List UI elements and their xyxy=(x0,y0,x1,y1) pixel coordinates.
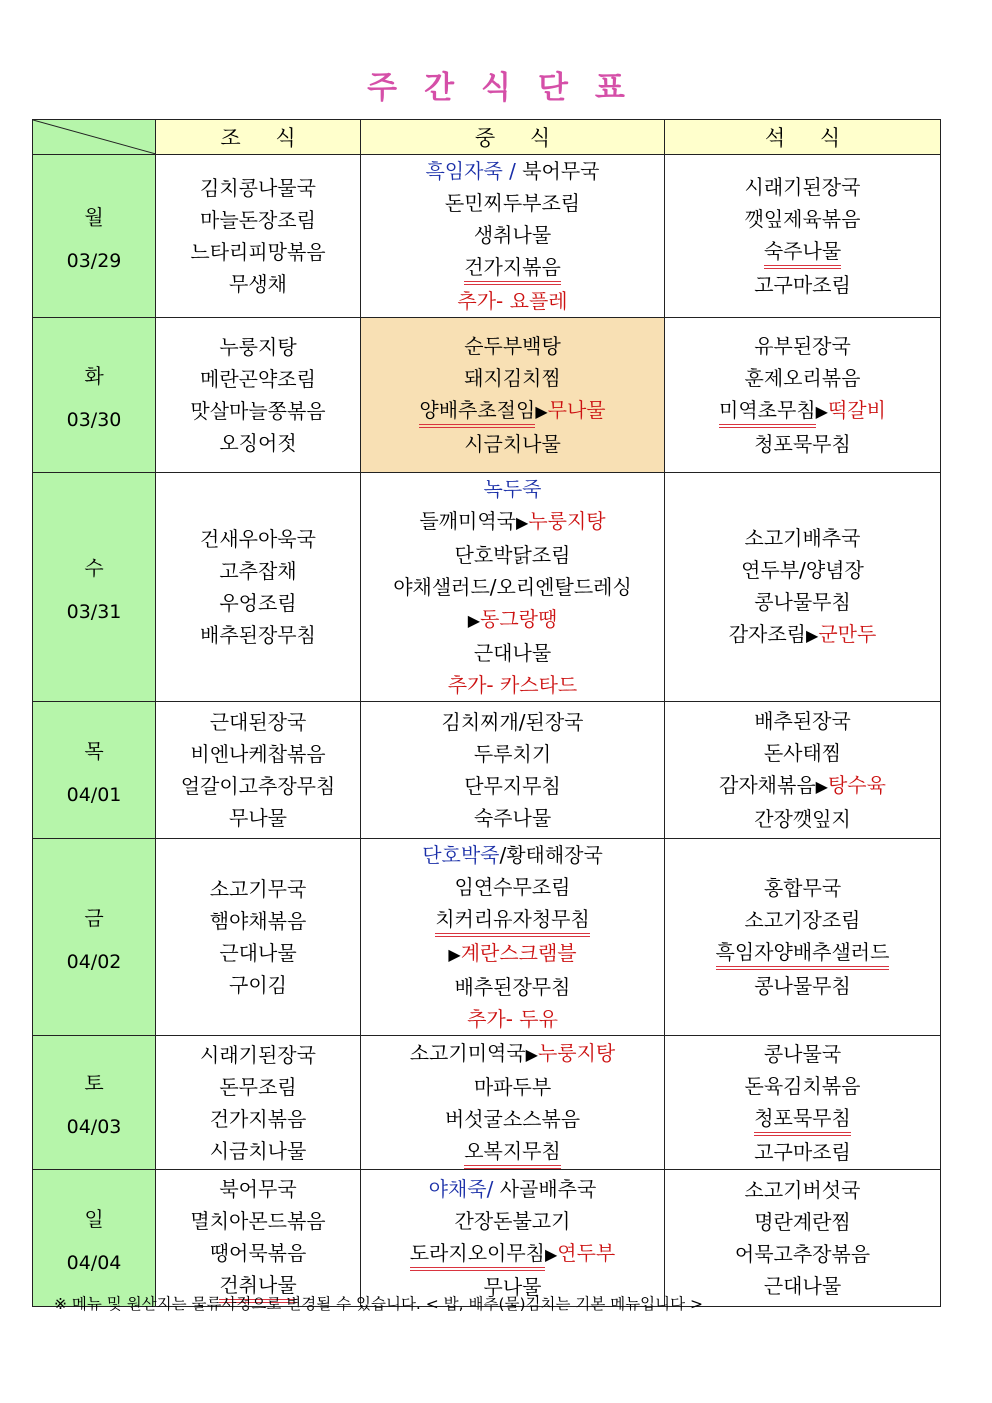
substitute-item: 동그랑땡 xyxy=(480,607,558,631)
underlined-item: 오복지무침 xyxy=(464,1137,561,1169)
dinner-cell xyxy=(665,1170,941,1307)
substitute-item: 계란스크램블 xyxy=(460,941,577,965)
menu-item: 땡어묵볶음 xyxy=(209,1241,307,1265)
menu-item: 마늘돈장조림 xyxy=(200,208,316,232)
lunch-cell xyxy=(361,1170,665,1307)
menu-item: 명란계란찜 xyxy=(754,1210,851,1234)
day-row-tue xyxy=(33,318,941,473)
menu-item: 고구마조림 xyxy=(754,273,851,297)
day-date: 03/29 xyxy=(66,249,122,272)
day-row-sun xyxy=(33,1170,941,1307)
menu-item: 어묵고추장볶음 xyxy=(734,1242,871,1266)
arrow-icon: ▶ xyxy=(544,1245,558,1264)
menu-item: 콩나물무침 xyxy=(754,974,851,998)
footer-note: ※ 메뉴 및 원산지는 물류사정으로 변경될 수 있습니다. < 밥, 배추(물)김치는 기본 메뉴입니다 > xyxy=(54,1295,704,1313)
menu-item: 김치찌개/된장국 xyxy=(441,710,584,734)
menu-item: 고추잡채 xyxy=(219,559,297,583)
menu-item: 구이김 xyxy=(229,973,287,997)
day-name: 토 xyxy=(84,1071,104,1095)
menu-item: 누룽지탕 xyxy=(219,335,297,359)
breakfast-cell xyxy=(156,155,361,318)
menu-line xyxy=(361,251,664,285)
dinner-cell xyxy=(665,702,941,839)
menu-item: 돈무조림 xyxy=(219,1074,297,1099)
menu-item: 간장돈불고기 xyxy=(454,1209,571,1233)
menu-item: 북어무국 xyxy=(522,159,600,183)
menu-item: 건가지볶음 xyxy=(209,1106,307,1131)
menu-item: 훈제오리볶음 xyxy=(744,366,861,390)
menu-item: 시금치나물 xyxy=(464,432,561,456)
day-row-fri xyxy=(33,839,941,1036)
menu-line xyxy=(665,618,940,652)
day-date: 04/04 xyxy=(66,1251,122,1274)
lunch-cell xyxy=(361,473,665,702)
menu-line xyxy=(665,936,940,970)
menu-item: 소고기장조림 xyxy=(744,908,861,932)
menu-item: 배추된장국 xyxy=(754,709,851,733)
substitute-item: 떡갈비 xyxy=(827,398,886,422)
menu-item: 김치콩나물국 xyxy=(200,176,316,200)
porridge-item: 녹두죽 xyxy=(483,477,542,501)
day-date: 03/31 xyxy=(66,600,122,623)
substitute-item: 누룽지탕 xyxy=(537,1040,616,1065)
menu-item: 근대나물 xyxy=(473,641,552,665)
menu-item: 무나물 xyxy=(483,1275,542,1299)
substitute-item: 탕수육 xyxy=(827,773,886,797)
menu-item: 맛살마늘쫑볶음 xyxy=(190,399,326,423)
underlined-item: 청포묵무침 xyxy=(754,1104,851,1136)
underlined-item: 건취나물 xyxy=(219,1271,296,1303)
arrow-icon: ▶ xyxy=(525,1044,538,1064)
menu-item: 시금치나물 xyxy=(209,1138,307,1163)
menu-item: 감자조림 xyxy=(728,622,806,646)
menu-item: 두루치기 xyxy=(473,742,552,766)
lunch-cell xyxy=(361,839,665,1036)
menu-item: 청포묵무침 xyxy=(754,432,851,456)
menu-item: 고구마조림 xyxy=(754,1139,851,1164)
dinner-cell xyxy=(665,473,941,702)
corner-cell xyxy=(33,120,156,155)
page-title: 주간식단표 xyxy=(367,70,652,106)
menu-item: 근대나물 xyxy=(219,941,297,965)
menu-line xyxy=(361,394,664,428)
porridge-item: 흑임자죽 xyxy=(425,159,503,183)
menu-item: 배추된장무침 xyxy=(454,975,571,999)
menu-line xyxy=(361,155,664,187)
menu-line xyxy=(361,1037,664,1071)
substitute-item: 무나물 xyxy=(547,398,606,422)
menu-item: 시래기된장국 xyxy=(744,175,861,199)
arrow-icon: ▶ xyxy=(516,513,529,532)
menu-item: 임연수무조림 xyxy=(454,875,571,899)
header-breakfast: 조 식 xyxy=(156,120,361,155)
day-date: 03/30 xyxy=(66,408,122,431)
underlined-item: 흑임자양배추샐러드 xyxy=(716,938,890,970)
lunch-cell xyxy=(361,1036,665,1170)
menu-item: 느타리피망볶음 xyxy=(190,240,326,264)
day-row-thu xyxy=(33,702,941,839)
menu-item: 얼갈이고추장무침 xyxy=(180,774,336,798)
day-cell xyxy=(33,702,156,839)
lunch-cell xyxy=(361,155,665,318)
menu-line xyxy=(665,394,940,428)
underlined-item: 숙주나물 xyxy=(764,237,841,269)
menu-line xyxy=(361,603,664,637)
underlined-item: 치커리유자청무침 xyxy=(435,905,590,937)
menu-item: 소고기미역국 xyxy=(409,1040,526,1065)
substitute-item: 누룽지탕 xyxy=(528,509,606,533)
menu-item: 근대나물 xyxy=(763,1274,842,1298)
menu-line xyxy=(361,1135,664,1169)
menu-item: 돈사태찜 xyxy=(763,741,842,765)
day-date: 04/01 xyxy=(66,783,122,806)
extra-item: 추가- 요플레 xyxy=(457,289,568,313)
menu-item: 오징어젓 xyxy=(219,431,297,455)
day-date: 04/03 xyxy=(66,1116,122,1138)
day-cell xyxy=(33,1170,156,1307)
breakfast-cell xyxy=(156,473,361,702)
menu-line xyxy=(361,937,664,971)
menu-item: 숙주나물 xyxy=(473,806,552,830)
separator: / xyxy=(502,159,523,183)
day-cell xyxy=(33,155,156,318)
menu-item: 연두부/양념장 xyxy=(741,558,864,582)
lunch-cell xyxy=(361,702,665,839)
menu-item: 북어무국 xyxy=(219,1177,297,1201)
menu-item: 멸치아몬드볶음 xyxy=(190,1209,326,1233)
menu-item: 무나물 xyxy=(229,806,287,830)
menu-item: 간장깻잎지 xyxy=(754,807,851,831)
menu-line xyxy=(361,839,664,871)
arrow-icon: ▶ xyxy=(815,777,828,796)
menu-item: 생취나물 xyxy=(473,223,552,247)
lunch-cell-highlighted xyxy=(361,318,665,473)
day-cell xyxy=(33,1036,156,1170)
day-name: 금 xyxy=(84,905,104,930)
day-name: 월 xyxy=(84,204,104,229)
menu-line xyxy=(361,1173,664,1205)
menu-item: 시래기된장국 xyxy=(200,1042,316,1067)
underlined-item: 양배추초절임 xyxy=(419,396,535,428)
day-row-wed xyxy=(33,473,941,702)
menu-item: 단호박닭조림 xyxy=(454,543,571,567)
header-lunch: 중 식 xyxy=(361,120,665,155)
menu-item: 배추된장무침 xyxy=(200,623,316,647)
dinner-cell xyxy=(665,1036,941,1170)
menu-line xyxy=(665,769,940,803)
day-date: 04/02 xyxy=(66,950,122,973)
extra-item: 추가- 두유 xyxy=(467,1007,558,1031)
porridge-item: 단호박죽 xyxy=(422,843,500,867)
menu-item: 비엔나케찹볶음 xyxy=(190,742,326,766)
breakfast-cell xyxy=(156,1170,361,1307)
arrow-icon: ▶ xyxy=(448,945,461,964)
header-row xyxy=(33,120,941,155)
menu-item: 깻잎제육볶음 xyxy=(744,207,861,231)
day-row-mon xyxy=(33,155,941,318)
menu-item: 무생채 xyxy=(229,272,287,296)
menu-item: 야채샐러드/오리엔탈드레싱 xyxy=(393,575,632,599)
weekly-menu-table xyxy=(32,119,941,1307)
menu-item: 햄야채볶음 xyxy=(209,909,307,933)
day-row-sat xyxy=(33,1036,941,1170)
dinner-cell xyxy=(665,839,941,1036)
breakfast-cell xyxy=(156,702,361,839)
menu-line xyxy=(665,235,940,269)
porridge-item: 야채죽/ xyxy=(428,1177,494,1201)
arrow-icon: ▶ xyxy=(806,626,819,645)
day-cell xyxy=(33,839,156,1036)
menu-item: 콩나물국 xyxy=(763,1041,842,1066)
menu-item: 마파두부 xyxy=(473,1074,552,1099)
breakfast-cell xyxy=(156,1036,361,1170)
day-name: 목 xyxy=(84,738,104,763)
header-dinner: 석 식 xyxy=(665,120,941,155)
menu-line xyxy=(361,1237,664,1271)
substitute-item: 군만두 xyxy=(818,622,877,646)
day-cell xyxy=(33,318,156,473)
breakfast-cell xyxy=(156,839,361,1036)
menu-line xyxy=(361,903,664,937)
dinner-cell xyxy=(665,318,941,473)
menu-item: 돈육김치볶음 xyxy=(744,1073,861,1098)
breakfast-cell xyxy=(156,318,361,473)
menu-item: 순두부백탕 xyxy=(464,334,561,358)
menu-item: 사골배추국 xyxy=(493,1177,597,1201)
arrow-icon: ▶ xyxy=(467,611,481,630)
menu-item: 돈민찌두부조림 xyxy=(444,191,581,215)
menu-item: 소고기무국 xyxy=(209,877,307,901)
menu-line xyxy=(361,505,664,539)
extra-item: 추가- 카스타드 xyxy=(447,673,578,697)
menu-item: 단무지무침 xyxy=(464,774,561,798)
day-name: 수 xyxy=(84,555,104,580)
menu-item: 유부된장국 xyxy=(754,334,851,358)
menu-item: 우엉조림 xyxy=(219,591,297,615)
menu-item: 소고기배추국 xyxy=(744,526,861,550)
menu-item: 버섯굴소스볶음 xyxy=(444,1106,581,1131)
day-name: 일 xyxy=(84,1206,104,1231)
menu-item: 메란곤약조림 xyxy=(200,367,316,391)
underlined-item: 도라지오이무침 xyxy=(410,1239,545,1271)
substitute-item: 연두부 xyxy=(557,1241,616,1265)
menu-item: 홍합무국 xyxy=(763,876,842,900)
menu-item: 돼지김치찜 xyxy=(464,366,561,390)
menu-line xyxy=(665,1102,940,1136)
underlined-item: 건가지볶음 xyxy=(464,253,561,285)
arrow-icon: ▶ xyxy=(535,402,548,421)
menu-item: 콩나물무침 xyxy=(754,590,851,614)
menu-item: 건새우아욱국 xyxy=(200,527,316,551)
diagonal-line xyxy=(33,120,156,154)
dinner-cell xyxy=(665,155,941,318)
menu-item: 감자채볶음 xyxy=(719,773,816,797)
arrow-icon: ▶ xyxy=(815,402,828,421)
menu-item: 소고기버섯국 xyxy=(744,1178,861,1202)
day-name: 화 xyxy=(84,363,104,388)
underlined-item: 미역초무침 xyxy=(719,396,816,428)
day-cell xyxy=(33,473,156,702)
menu-item: 근대된장국 xyxy=(209,710,307,734)
menu-item: 들깨미역국 xyxy=(419,509,516,533)
menu-item: /황태해장국 xyxy=(499,843,603,867)
